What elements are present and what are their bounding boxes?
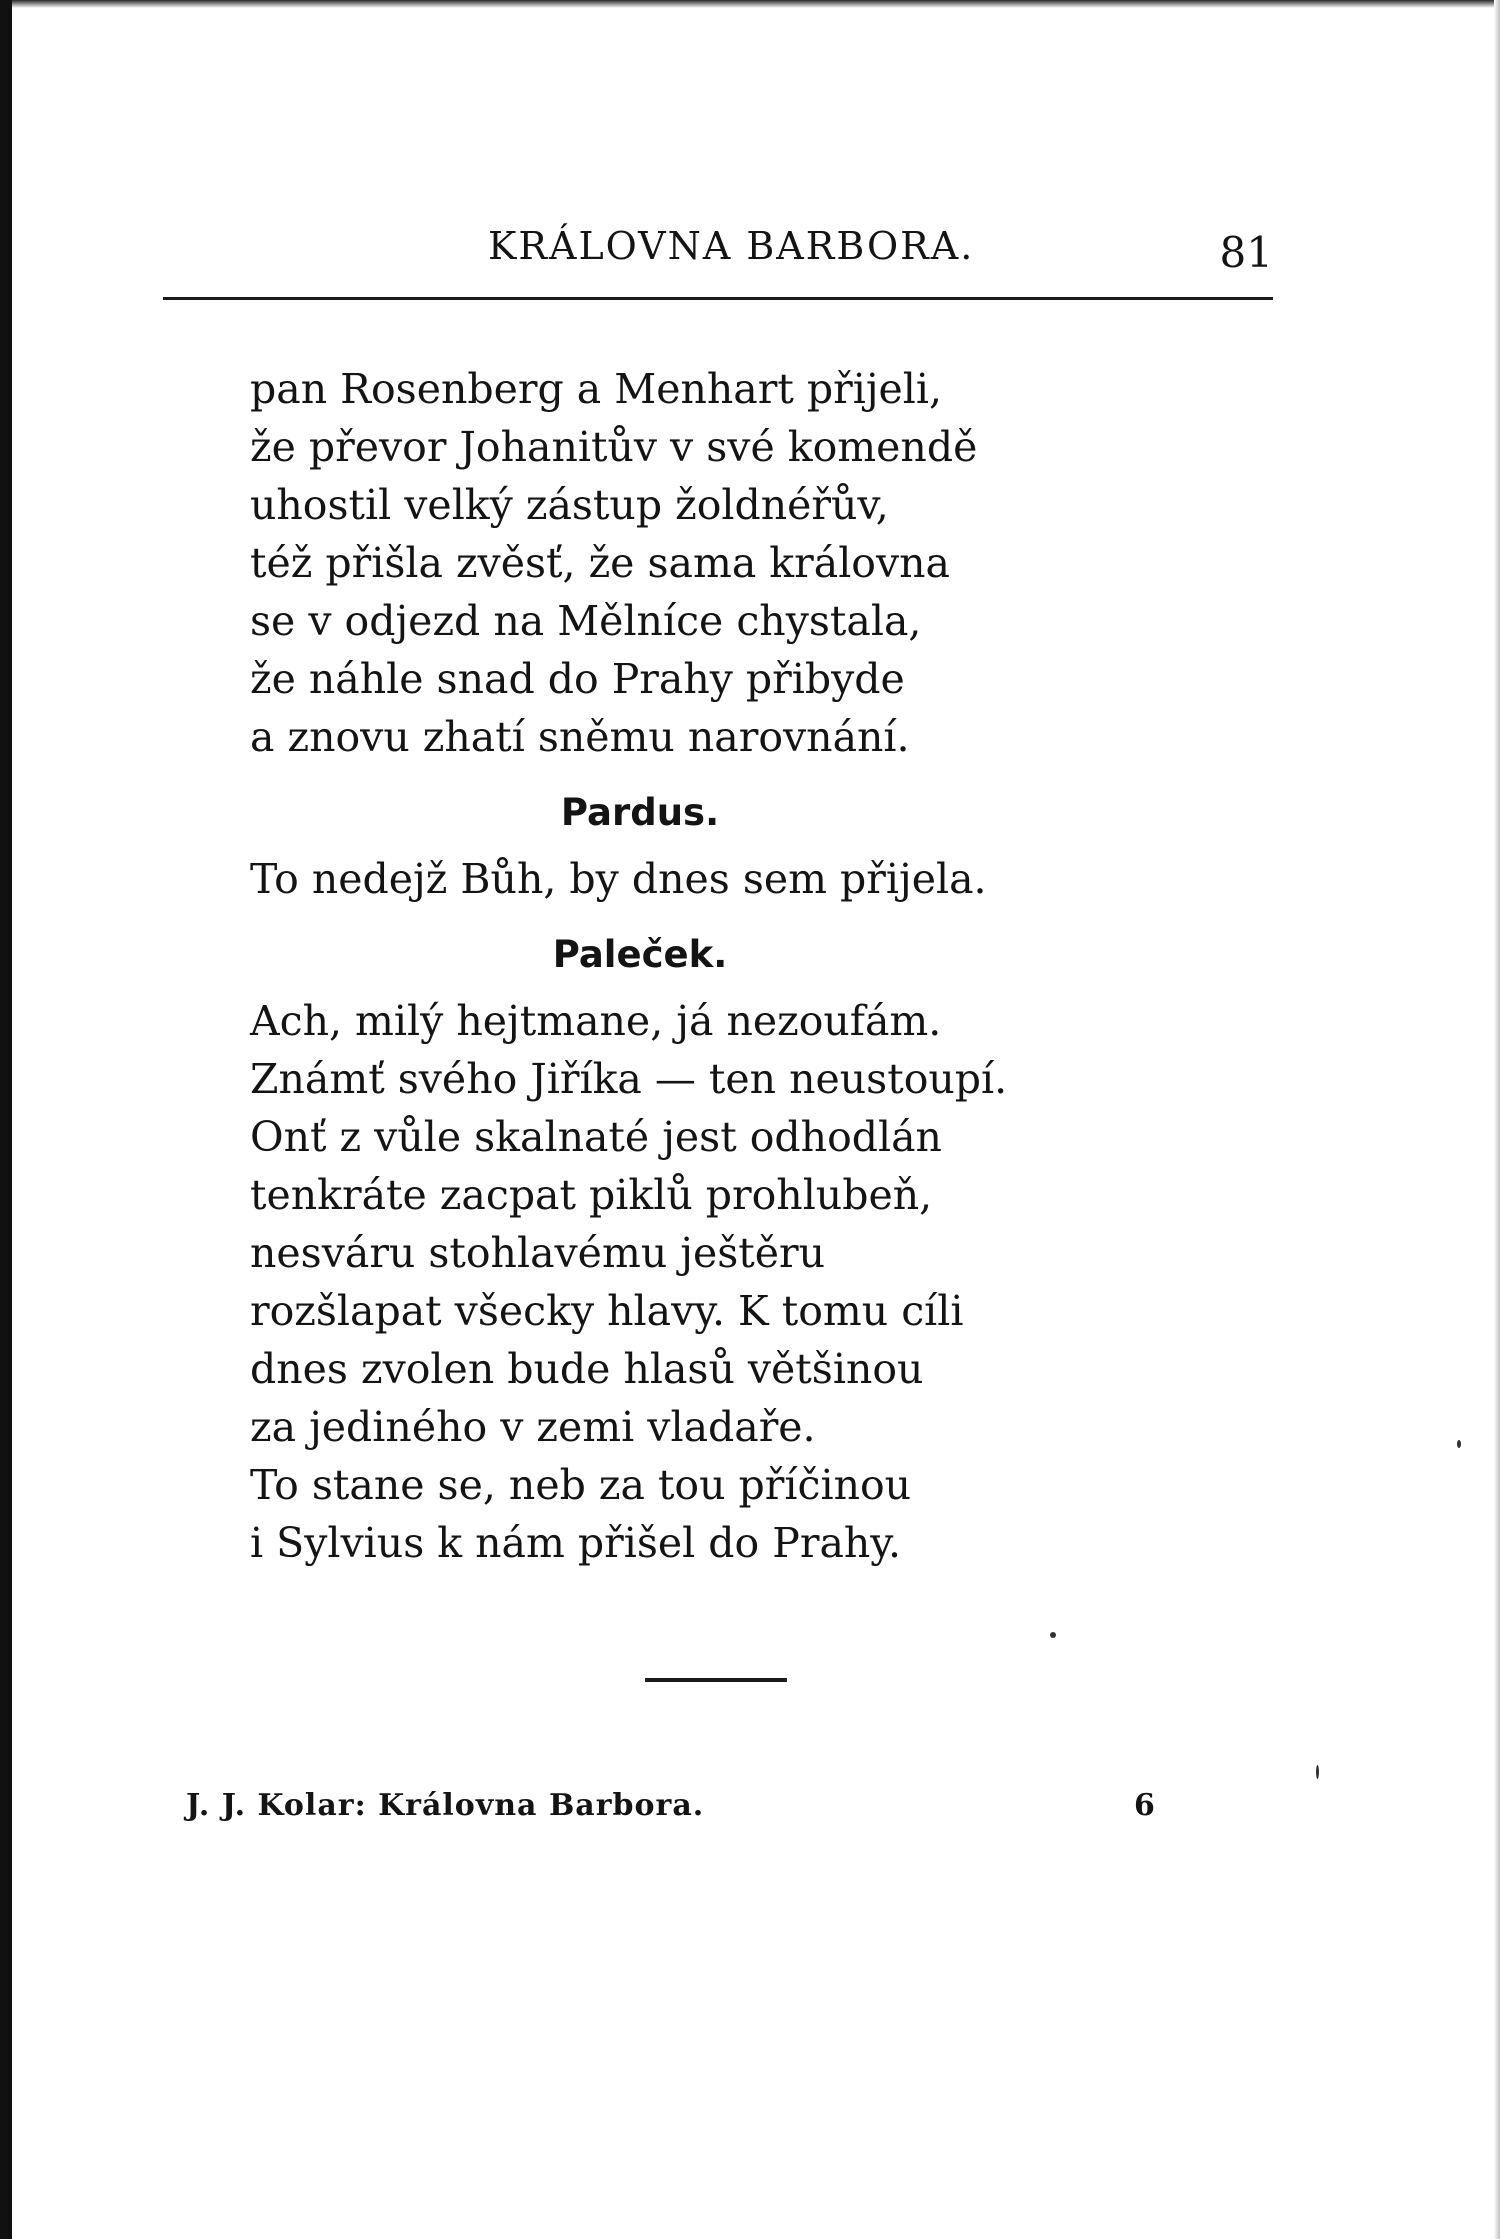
verse-line: že převor Johanitův v své komendě	[250, 423, 978, 471]
verse-line: též přišla zvěsť, že sama královna	[250, 539, 951, 587]
speaker-name: Paleček.	[552, 933, 728, 976]
signature-number: 6	[1134, 1788, 1155, 1823]
verse-line: i Sylvius k nám přišel do Prahy.	[250, 1519, 902, 1567]
signature-footer	[186, 1788, 1186, 1828]
running-head	[163, 222, 1273, 282]
verse-text	[250, 360, 1250, 1572]
page-edge-top	[0, 0, 1500, 8]
verse-line: pan Rosenberg a Menhart přijeli,	[250, 365, 943, 413]
page-number: 81	[1219, 228, 1273, 277]
header-rule	[163, 297, 1273, 300]
verse-line: tenkráte zacpat piklů prohlubeň,	[250, 1171, 933, 1219]
scan-speck	[1050, 1632, 1056, 1638]
running-title: KRÁLOVNA BARBORA.	[488, 224, 975, 268]
page-edge-left	[0, 0, 12, 2239]
verse-line: Známť svého Jiříka — ten neustoupí.	[250, 1055, 1008, 1103]
verse-line: uhostil velký zástup žoldnéřův,	[250, 481, 889, 529]
verse-line: se v odjezd na Mělníce chystala,	[250, 597, 922, 645]
scan-speck	[1316, 1765, 1319, 1779]
end-rule	[645, 1678, 787, 1682]
page-edge-right	[1494, 0, 1500, 2239]
printer-signature: J. J. Kolar: Královna Barbora.	[186, 1788, 705, 1823]
verse-line: Onť z vůle skalnaté jest odhodlán	[250, 1113, 942, 1161]
verse-line: že náhle snad do Prahy přibyde	[250, 655, 905, 703]
verse-line: za jediného v zemi vladaře.	[250, 1403, 816, 1451]
speaker-name: Pardus.	[560, 791, 720, 834]
verse-line: a znovu zhatí sněmu narovnání.	[250, 713, 910, 761]
verse-line: rozšlapat všecky hlavy. K tomu cíli	[250, 1287, 964, 1335]
verse-line: nesváru stohlavému ještěru	[250, 1229, 826, 1277]
verse-line: dnes zvolen bude hlasů většinou	[250, 1345, 924, 1393]
verse-line: Ach, milý hejtmane, já nezoufám.	[250, 997, 942, 1045]
verse-line: To stane se, neb za tou příčinou	[250, 1461, 912, 1509]
scan-speck	[1457, 1440, 1461, 1448]
verse-line: To nedejž Bůh, by dnes sem přijela.	[250, 855, 987, 903]
